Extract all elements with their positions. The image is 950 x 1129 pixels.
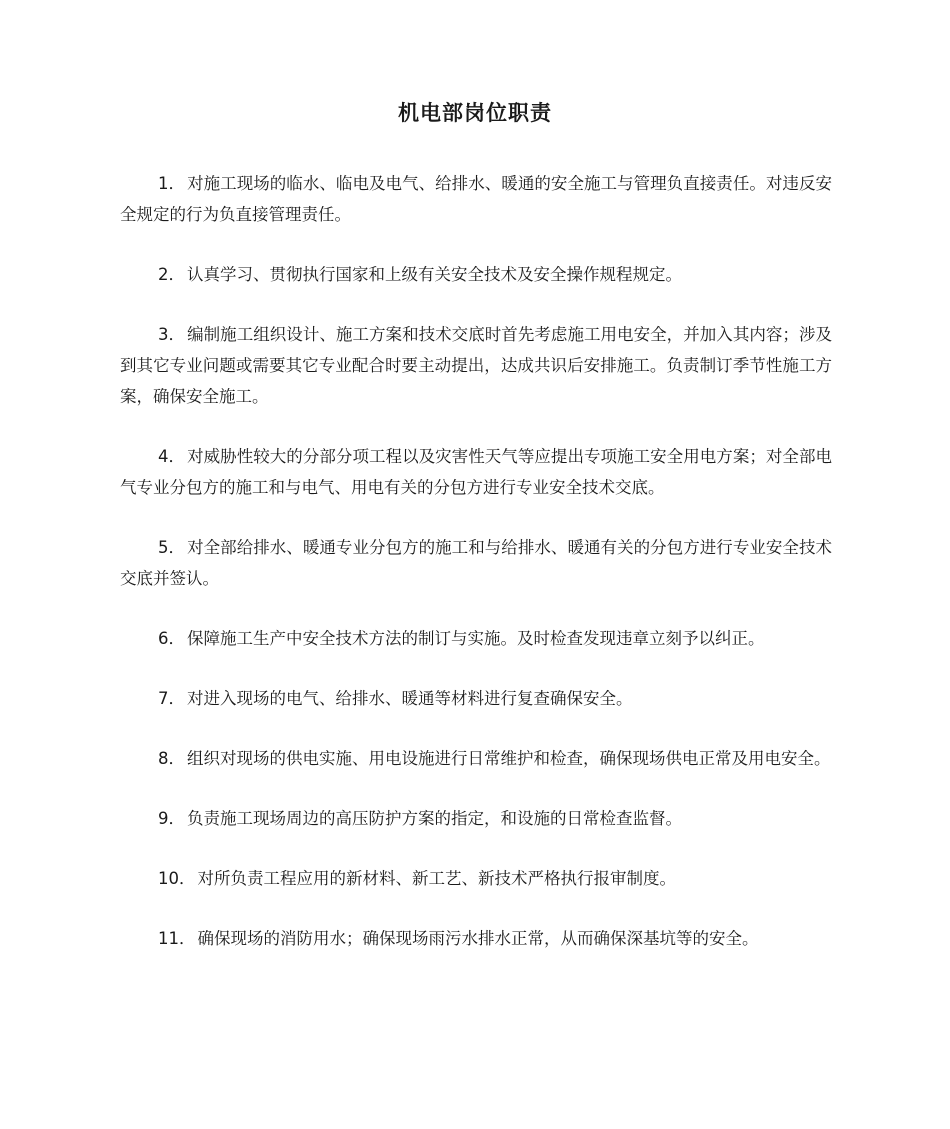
duty-item-3 [120, 319, 832, 412]
duty-number: 5． [158, 538, 186, 557]
duty-number: 1． [158, 174, 186, 193]
duty-item-10 [120, 863, 832, 894]
duty-number: 7． [158, 689, 185, 708]
duty-number: 2． [158, 265, 185, 284]
duty-item-8 [120, 743, 832, 774]
duty-text: 对进入现场的电气、给排水、暖通等材料进行复查确保安全。 [187, 689, 633, 708]
duty-text: 对全部给排水、暖通专业分包方的施工和与给排水、暖通有关的分包方进行专业安全技术交底并签认。 [120, 538, 833, 588]
duty-text: 对所负责工程应用的新材料、新工艺、新技术严格执行报审制度。 [197, 869, 676, 888]
duty-number: 6． [158, 629, 185, 648]
duty-item-4 [120, 441, 832, 503]
duty-text: 对施工现场的临水、临电及电气、给排水、暖通的安全施工与管理负直接责任。对违反安全规定的行为负直接管理责任。 [120, 174, 833, 224]
duty-text: 组织对现场的供电实施、用电设施进行日常维护和检查，确保现场供电正常及用电安全。 [187, 749, 831, 768]
duty-number: 10． [158, 869, 196, 888]
page-title: 机电部岗位职责 [398, 101, 552, 125]
duty-list [120, 168, 832, 983]
duty-text: 认真学习、贯彻执行国家和上级有关安全技术及安全操作规程规定。 [187, 265, 682, 284]
duty-item-9 [120, 803, 832, 834]
duty-item-5 [120, 532, 832, 594]
duty-number: 9． [158, 809, 185, 828]
duty-text: 保障施工生产中安全技术方法的制订与实施。及时检查发现违章立刻予以纠正。 [187, 629, 765, 648]
duty-text: 对威胁性较大的分部分项工程以及灾害性天气等应提出专项施工安全用电方案；对全部电气专业分包方的施工和与电气、用电有关的分包方进行专业安全技术交底。 [120, 447, 833, 497]
duty-number: 8． [158, 749, 185, 768]
duty-text: 确保现场的消防用水；确保现场雨污水排水正常，从而确保深基坑等的安全。 [197, 929, 759, 948]
duty-number: 3． [158, 325, 186, 344]
duty-item-2 [120, 259, 832, 290]
duty-text: 负责施工现场周边的高压防护方案的指定，和设施的日常检查监督。 [187, 809, 682, 828]
duty-item-6 [120, 623, 832, 654]
duty-item-1 [120, 168, 832, 230]
duty-number: 11． [158, 929, 196, 948]
duty-item-11 [120, 923, 832, 954]
duty-item-7 [120, 683, 832, 714]
duty-text: 编制施工组织设计、施工方案和技术交底时首先考虑施工用电安全，并加入其内容；涉及到其它专业问题或需要其它专业配合时要主动提出，达成共识后安排施工。负责制订季节性施工方案，确保安全施工。 [120, 325, 833, 406]
duty-number: 4． [158, 447, 186, 466]
